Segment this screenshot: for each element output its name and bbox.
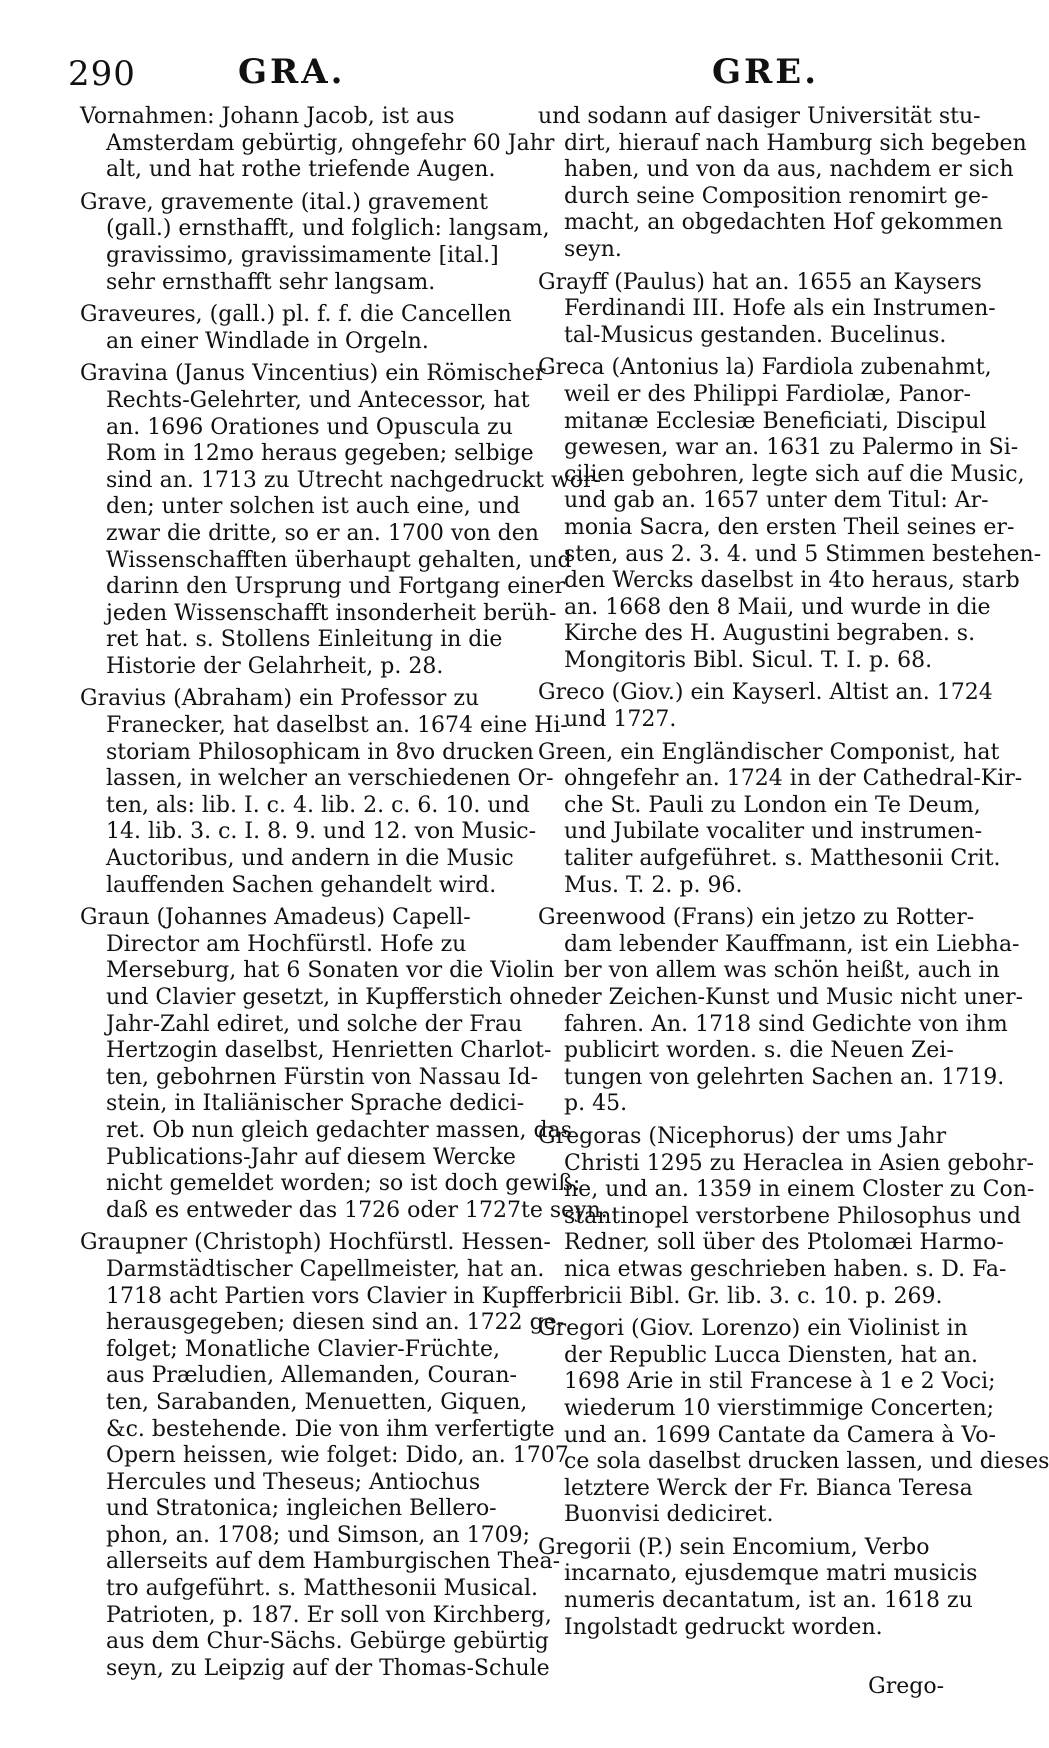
entry-line: Graun (Johannes Amadeus) Capell- [80, 905, 471, 931]
dictionary-entry [538, 269, 996, 350]
entry-line: ten, als: lib. I. c. 4. lib. 2. c. 6. 10. und [106, 792, 530, 818]
entry-line: tal-Musicus gestanden. Bucelinus. [564, 322, 947, 348]
dictionary-entry [80, 189, 550, 296]
entry-line: Gravina (Janus Vincentius) ein Römischer [80, 361, 546, 387]
entry-line: letztere Werck der Fr. Bianca Teresa [564, 1475, 973, 1501]
dictionary-entry [80, 1230, 569, 1682]
entry-line: und gab an. 1657 unter dem Titul: Ar- [564, 488, 989, 514]
entry-line: Franecker, hat daselbst an. 1674 eine Hi- [106, 713, 568, 739]
entry-line: der Republic Lucca Diensten, hat an. [564, 1342, 979, 1368]
entry-line: Vornahmen: Johann Jacob, ist aus [80, 104, 455, 129]
entry-line: Ingolstadt gedruckt worden. [564, 1614, 883, 1640]
entry-line: nicht gemeldet worden; so ist doch gewiß: [106, 1171, 581, 1197]
entry-line: incarnato, ejusdemque matri musicis [564, 1561, 978, 1587]
entry-line: dirt, hierauf nach Hamburg sich begeben [564, 130, 1027, 156]
dictionary-entry [538, 104, 1027, 264]
entry-line: seyn. [564, 236, 622, 262]
entry-line: daß es entweder das 1726 oder 1727te seyn. [106, 1197, 608, 1223]
entry-line: Historie der Gelahrheit, p. 28. [106, 653, 444, 679]
entry-line: den; unter solchen ist auch eine, und [106, 494, 521, 520]
entry-line: und Clavier gesetzt, in Kupfferstich ohne [106, 985, 564, 1010]
entry-line: Patrioten, p. 187. Er soll von Kirchberg, [106, 1602, 552, 1628]
entry-line: alt, und hat rothe triefende Augen. [106, 157, 496, 183]
entry-line: ohngefehr an. 1724 in der Cathedral-Kir- [564, 766, 1023, 792]
entry-line: ten, Sarabanden, Menuetten, Giquen, [106, 1389, 528, 1415]
entry-line: 1698 Arie in stil Francese à 1 e 2 Voci; [564, 1369, 996, 1395]
entry-line: sind an. 1713 zu Utrecht nachgedruckt wor- [106, 467, 601, 493]
entry-line: Grayff (Paulus) hat an. 1655 an Kaysers [538, 269, 982, 295]
entry-line: Mongitoris Bibl. Sicul. T. I. p. 68. [564, 647, 933, 673]
entry-line: lassen, in welcher an verschiedenen Or- [106, 766, 554, 792]
entry-line: sehr ernsthafft sehr langsam. [106, 269, 436, 295]
entry-line: Darmstädtischer Capellmeister, hat an. [106, 1256, 545, 1282]
entry-line: ne, und an. 1359 in einem Closter zu Con- [564, 1177, 1035, 1203]
entry-line: Wissenschafften überhaupt gehalten, und [106, 547, 572, 573]
entry-line: herausgegeben; diesen sind an. 1722 ge- [106, 1310, 565, 1336]
entry-line: und an. 1699 Cantate da Camera à Vo- [564, 1422, 996, 1448]
dictionary-entry [80, 104, 555, 184]
entry-line: Rom in 12mo heraus gegeben; selbige [106, 441, 534, 467]
entry-line: tro aufgeführt. s. Matthesonii Musical. [106, 1576, 538, 1602]
entry-line: ten, gebohrnen Fürstin von Nassau Id- [106, 1064, 539, 1090]
entry-line: 1718 acht Partien vors Clavier in Kupffer [106, 1283, 565, 1309]
entry-line: tungen von gelehrten Sachen an. 1719. [564, 1064, 1005, 1090]
running-head-left: GRA. [238, 52, 346, 92]
entry-line: Jahr-Zahl ediret, und solche der Frau [106, 1011, 523, 1037]
entry-line: gravissimo, gravissimamente [ital.] [106, 242, 499, 268]
entry-line: und Stratonica; ingleichen Bellero- [106, 1496, 497, 1522]
page-number: 290 [68, 54, 136, 94]
entry-line: Hertzogin daselbst, Henrietten Charlot- [106, 1038, 552, 1064]
entry-line: jeden Wissenschafft insonderheit berüh- [106, 600, 557, 626]
entry-line: gewesen, war an. 1631 zu Palermo in Si- [564, 435, 1019, 461]
entry-line: und sodann auf dasiger Universität stu- [538, 104, 981, 129]
entry-line: (gall.) ernsthafft, und folglich: langsam, [106, 216, 550, 242]
entry-line: Greca (Antonius la) Fardiola zubenahmt, [538, 355, 992, 381]
dictionary-entry [538, 680, 993, 733]
entry-line: an. 1668 den 8 Maii, und wurde in die [564, 594, 991, 620]
entry-line: storiam Philosophicam in 8vo drucken [106, 739, 534, 765]
entry-line: der Zeichen-Kunst und Music nicht uner- [564, 985, 1024, 1010]
entry-line: mitanæ Ecclesiæ Beneficiati, Discipul [564, 408, 987, 434]
entry-line: Greco (Giov.) ein Kayserl. Altist an. 1724 [538, 680, 993, 706]
entry-line: &c. bestehende. Die von ihm verfertigte [106, 1416, 555, 1442]
entry-line: taliter aufgeführet. s. Matthesonii Crit. [564, 846, 1001, 872]
entry-line: Buonvisi dediciret. [564, 1502, 774, 1528]
entry-line: lauffenden Sachen gehandelt wird. [106, 872, 497, 898]
entry-line: bricii Bibl. Gr. lib. 3. c. 10. p. 269. [564, 1283, 943, 1309]
entry-line: Graupner (Christoph) Hochfürstl. Hessen- [80, 1230, 551, 1256]
entry-line: Auctoribus, und andern in die Music [106, 846, 514, 872]
entry-line: Hercules und Theseus; Antiochus [106, 1469, 481, 1495]
dictionary-entry [538, 905, 1024, 1118]
entry-line: an. 1696 Orationes und Opuscula zu [106, 414, 513, 440]
entry-line: che St. Pauli zu London ein Te Deum, [564, 792, 981, 818]
entry-line: Merseburg, hat 6 Sonaten vor die Violin [106, 958, 555, 984]
entry-line: publicirt worden. s. die Neuen Zei- [564, 1038, 954, 1064]
entry-line: Ferdinandi III. Hofe als ein Instrumen- [564, 296, 996, 322]
entry-line: an einer Windlade in Orgeln. [106, 328, 429, 354]
entry-line: Christi 1295 zu Heraclea in Asien gebohr- [564, 1150, 1034, 1176]
entry-line: seyn, zu Leipzig auf der Thomas-Schule [106, 1655, 550, 1681]
entry-line: Gregoras (Nicephorus) der ums Jahr [538, 1123, 947, 1149]
entry-line: ret. Ob nun gleich gedachter massen, das [106, 1117, 573, 1143]
entry-line: Gravius (Abraham) ein Professor zu [80, 686, 480, 712]
entry-line: Amsterdam gebürtig, ohngefehr 60 Jahr [106, 130, 555, 156]
entry-line: Redner, soll über des Ptolomæi Harmo- [564, 1230, 1004, 1256]
entry-line: stein, in Italiänischer Sprache dedici- [106, 1091, 525, 1117]
entry-line: p. 45. [564, 1091, 628, 1117]
entry-line: nica etwas geschrieben haben. s. D. Fa- [564, 1256, 1007, 1282]
dictionary-entry [538, 739, 1023, 900]
right-column [538, 104, 1049, 1647]
dictionary-entry [538, 355, 1042, 674]
dictionary-entry [538, 1316, 1049, 1529]
entry-line: den Wercks daselbst in 4to heraus, starb [564, 568, 1020, 594]
entry-line: Graveures, (gall.) pl. f. f. die Cancellen [80, 302, 512, 328]
entry-line: Greenwood (Frans) ein jetzo zu Rotter- [538, 905, 975, 931]
entry-line: wiederum 10 vierstimmige Concerten; [564, 1395, 995, 1421]
entry-line: dam lebender Kauffmann, ist ein Liebha- [564, 931, 1020, 957]
entry-line: Rechts-Gelehrter, und Antecessor, hat [106, 387, 530, 413]
entry-line: Grave, gravemente (ital.) gravement [80, 189, 488, 215]
entry-line: allerseits auf dem Hamburgischen Thea- [106, 1549, 560, 1575]
entry-line: haben, und von da aus, nachdem er sich [564, 157, 1014, 183]
entry-line: Gregori (Giov. Lorenzo) ein Violinist in [538, 1316, 968, 1342]
entry-line: ce sola daselbst drucken lassen, und dieses [564, 1449, 1049, 1475]
dictionary-entry [538, 1534, 978, 1641]
entry-line: darinn den Ursprung und Fortgang einer [106, 574, 565, 600]
entry-line: Opern heissen, wie folget: Dido, an. 1707 [106, 1443, 569, 1469]
entry-line: cilien gebohren, legte sich auf die Music, [564, 461, 1025, 487]
entry-line: Green, ein Engländischer Componist, hat [538, 739, 1000, 765]
entry-line: Kirche des H. Augustini begraben. s. [564, 621, 976, 647]
entry-line: fahren. An. 1718 sind Gedichte von ihm [564, 1011, 1008, 1037]
entry-line: und 1727. [564, 707, 677, 733]
entry-line: folget; Monatliche Clavier-Früchte, [106, 1336, 500, 1362]
entry-line: zwar die dritte, so er an. 1700 von den [106, 520, 539, 546]
entry-line: aus dem Chur-Sächs. Gebürge gebürtig [106, 1629, 549, 1655]
entry-line: sten, aus 2. 3. 4. und 5 Stimmen bestehen- [564, 541, 1042, 567]
entry-line: stantinopel verstorbene Philosophus und [564, 1203, 1021, 1229]
entry-line: 14. lib. 3. c. I. 8. 9. und 12. von Music- [106, 819, 537, 845]
entry-line: ber von allem was schön heißt, auch in [564, 958, 1000, 984]
entry-line: Mus. T. 2. p. 96. [564, 872, 743, 898]
entry-line: numeris decantatum, ist an. 1618 zu [564, 1588, 973, 1614]
entry-line: phon, an. 1708; und Simson, an 1709; [106, 1522, 531, 1548]
entry-line: und Jubilate vocaliter und instrumen- [564, 819, 982, 845]
dictionary-entry [80, 686, 568, 899]
running-head-right: GRE. [712, 52, 820, 92]
entry-line: Director am Hochfürstl. Hofe zu [106, 931, 467, 957]
entry-line: ret hat. s. Stollens Einleitung in die [106, 627, 503, 653]
entry-line: durch seine Composition renomirt ge- [564, 183, 989, 209]
entry-line: Publications-Jahr auf diesem Wercke [106, 1144, 516, 1170]
entry-line: monia Sacra, den ersten Theil seines er- [564, 514, 1015, 540]
entry-line: weil er des Philippi Fardiolæ, Panor- [564, 381, 971, 407]
entry-line: aus Præludien, Allemanden, Couran- [106, 1363, 517, 1389]
dictionary-entry [80, 361, 601, 680]
dictionary-entry [80, 302, 512, 355]
entry-line: macht, an obgedachten Hof gekommen [564, 210, 1003, 236]
catchword: Grego- [868, 1674, 944, 1699]
dictionary-entry [538, 1123, 1035, 1310]
entry-line: Gregorii (P.) sein Encomium, Verbo [538, 1534, 930, 1560]
